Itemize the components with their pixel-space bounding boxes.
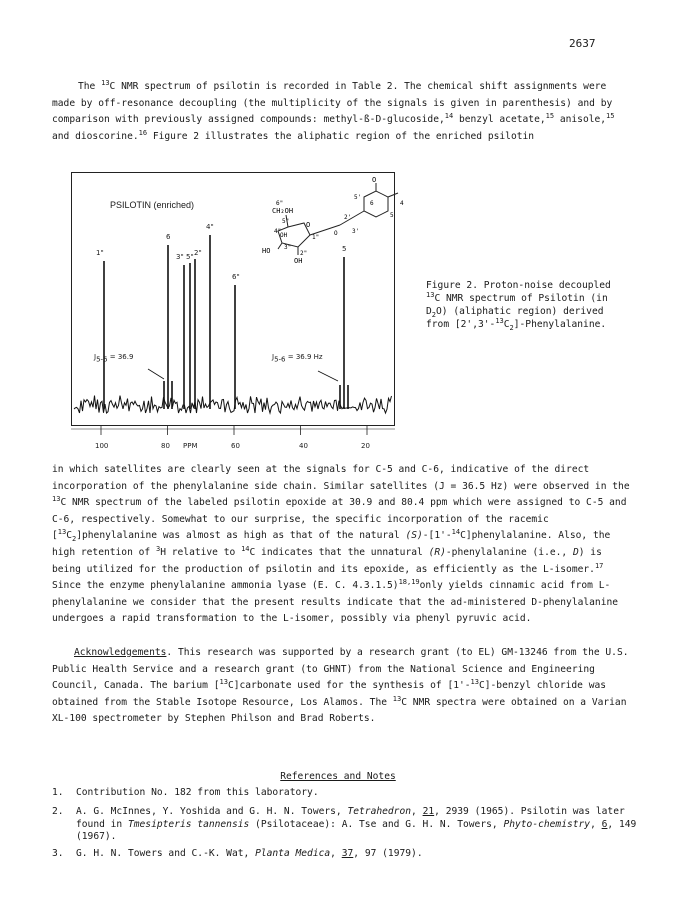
tick-20: 20 xyxy=(361,442,370,450)
figure-label: PSILOTIN (enriched) xyxy=(110,200,195,210)
peak-label-4pp: 4" xyxy=(206,223,214,231)
paragraph-results: in which satellites are clearly seen at the signals for C-5 and C-6, indicative of the direct incorporation of the phenylalanine side chain. Similar satellites (J = 36.5 Hz) were observed in the $^{13}$C NMR spectrum of the labeled psilotin epoxide at 30.9 and 80.4 ppm which were assigned to C-5 and C-6, respectively. Somewhat to our surprise, the specific incorporation of the racemic $[^{13}C_2]phenylalanine$ was almost as high as that of the natural (S)-[1'-$^{14}$C]phenylalanine. Also, the high retention of $^3$H relative to $^{14}$C indicates that the unnatural (R)-phenylalanine (i.e., D) is being utilized for the production of psilotin and its epoxide, as efficiently as the L-isomer.$^{17}$ Since the enzyme phenylalanine ammonia lyase (E. C. 4.3.1.5)$^{18,19}$only yields cinnamic acid from L-phenylalanine we consider that the present results indicate that the ad-ministered D-phenylalanine undergoes a rapid transformation to the L-isomer, possibly via phenyl pyruvic acid. xyxy=(52,464,630,625)
peak-label-2pp: 2" xyxy=(194,249,202,257)
reference-1 xyxy=(52,787,638,800)
reference-number: 2. xyxy=(52,806,64,817)
structure-3pp: 3" xyxy=(284,244,292,251)
structure-c5: 5 xyxy=(390,212,394,219)
page-number: 2637 xyxy=(569,37,596,50)
ppm-axis xyxy=(71,425,395,465)
structure-o-top: O xyxy=(372,176,377,184)
arrow-left xyxy=(148,369,164,379)
reference-number: 1. xyxy=(52,787,64,798)
axis-unit: PPM xyxy=(183,442,198,450)
structure-oh-mid: OH xyxy=(280,232,288,239)
structure-4pp: 4" xyxy=(274,228,282,235)
structure-2pp: 2" xyxy=(300,250,308,257)
references-heading: References and Notes xyxy=(280,771,396,782)
acknowledgements-heading: Acknowledgements xyxy=(74,647,167,658)
structure-6pp: 6" xyxy=(276,200,284,207)
structure-o-ring2: O xyxy=(334,230,338,237)
tick-80: 80 xyxy=(161,442,170,450)
paragraph-acknowledgements: Acknowledgements. This research was supported by a research grant (to EL) GM-13246 from the U.S. Public Health Service and a research grant (to GHNT) from the National Science and Engineering Council, Canada. The barium [$^{13}$C]carbonate used for the synthesis of [1'-$^{13}$C]-benzyl chloride was obtained from the Stable Isotope Resource, Los Alamos. The $^{13}$C NMR spectra were obtained on a Varian XL-100 spectrometer by Stephen Philson and Brad Roberts. xyxy=(52,647,629,725)
spectrum-plot xyxy=(72,173,394,425)
reference-2 xyxy=(52,806,638,844)
paragraph-intro: The $^{13}$C NMR spectrum of psilotin is recorded in Table 2. The chemical shift assignments were made by off-resonance decoupling (the multiplicity of the signals is given in parenthesis) and by comparison with previously assigned compounds: methyl-ß-D-glucoside,$^{14}$ benzyl acetate,$^{15}$ anisole,$^{15}$ and dioscorine.$^{16}$ Figure 2 illustrates the aliphatic region of the enriched psilotin xyxy=(52,78,615,142)
coupling-label-left: $J_{5-6} = 36.9$ xyxy=(94,353,134,364)
axis-ticks xyxy=(71,425,395,441)
structure-c2p: 2' xyxy=(344,214,352,221)
structure-oh-bottom: OH xyxy=(294,257,303,265)
figure-caption: Figure 2. Proton-noise decoupled $^{13}$C NMR spectrum of Psilotin (in $D_2O$) (aliphatic region) derived from $[2',3'-^{13}C_2]$-Phenylalanine. xyxy=(426,280,611,332)
structure-5pp: 5" xyxy=(282,218,290,225)
reference-number: 3. xyxy=(52,848,64,859)
structure-c4: 4 xyxy=(400,200,404,207)
reference-text: Contribution No. 182 from this laboratory. xyxy=(76,787,319,798)
reference-3 xyxy=(52,848,638,861)
arrow-right xyxy=(318,371,338,381)
reference-text: G. H. N. Towers and C.-K. Wat, Planta Medica, 37, 97 (1979). xyxy=(76,848,423,859)
coupling-label-right: $J_{5-6} = 36.9$ Hz xyxy=(272,353,323,364)
structure-c3p: 3' xyxy=(352,228,360,235)
peak-label-6: 6 xyxy=(166,233,171,241)
figure-2 xyxy=(66,172,406,464)
structure-ho: HO xyxy=(262,247,271,255)
peak-label-6pp: 6" xyxy=(232,273,240,281)
peak-label-5: 5 xyxy=(342,245,347,253)
peak-label-5pp: 5" xyxy=(186,253,194,261)
reference-text: A. G. McInnes, Y. Yoshida and G. H. N. Towers, Tetrahedron, 21, 2939 (1965). Psilotin was later found in Tmesipteris tannensis (Psilotaceae): A. Tse and G. H. N. Towers, Phyto-chemistry, 6, 149 (1967). xyxy=(76,806,637,842)
structure-1pp: 1" xyxy=(312,234,320,241)
structure-ch2oh: CH₂OH xyxy=(272,207,294,215)
peak-label-1pp: 1" xyxy=(96,249,104,257)
structure-o-ring: O xyxy=(306,221,311,229)
structure-c6: 6 xyxy=(370,200,374,207)
structure-c5p: 5' xyxy=(354,194,362,201)
tick-60: 60 xyxy=(231,442,240,450)
tick-100: 100 xyxy=(95,442,109,450)
tick-40: 40 xyxy=(299,442,308,450)
spectrum-frame xyxy=(71,172,404,426)
peak-label-3pp: 3" xyxy=(176,253,184,261)
